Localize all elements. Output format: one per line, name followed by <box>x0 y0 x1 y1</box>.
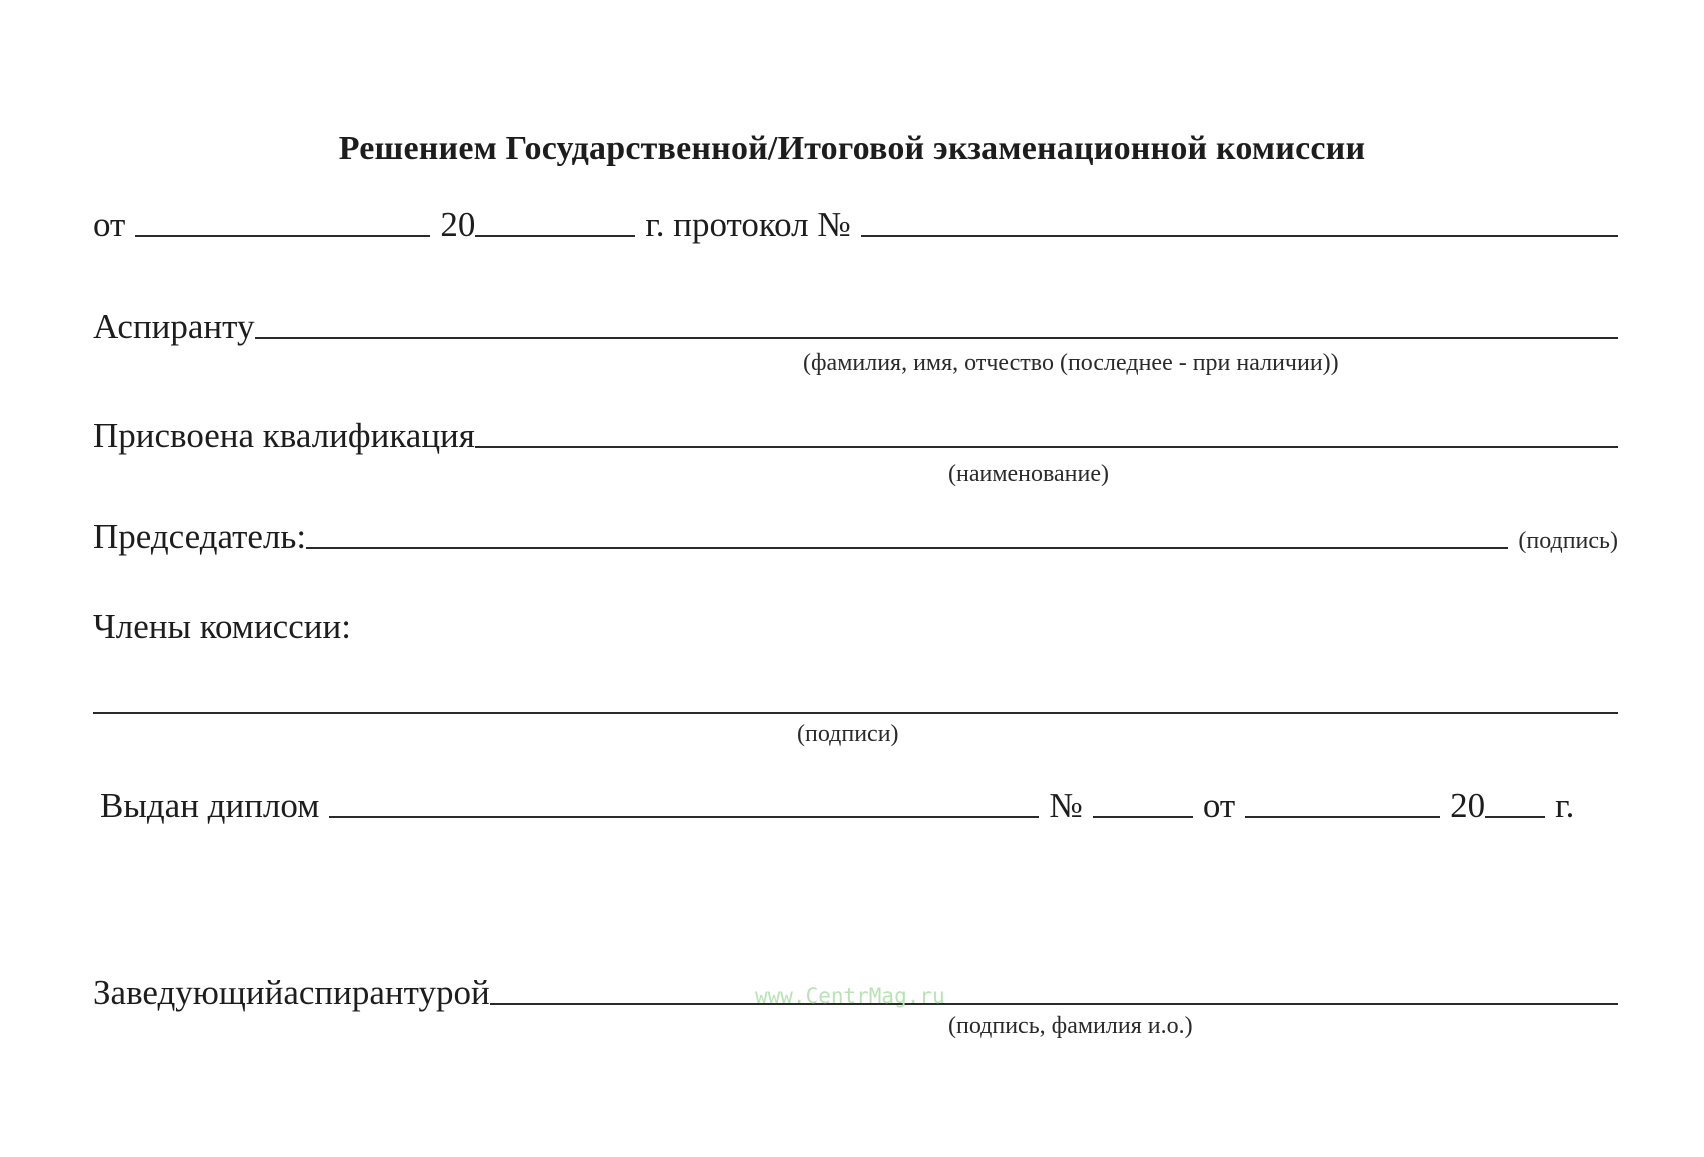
diploma-label: Выдан диплом <box>100 786 320 825</box>
graduate-hint: (фамилия, имя, отчество (последнее - при наличии)) <box>803 350 1339 376</box>
diploma-series-line[interactable] <box>329 815 1039 818</box>
head-signature-line[interactable] <box>490 1002 1618 1005</box>
diploma-number-label: № <box>1049 786 1083 825</box>
members-row <box>93 607 1618 647</box>
date-from-label: от <box>93 205 126 244</box>
graduate-label: Аспиранту <box>93 307 255 346</box>
chairman-label: Председатель: <box>93 517 307 556</box>
date-protocol-row <box>93 205 1618 245</box>
form-title: Решением Государственной/Итоговой экзаменационной комиссии <box>338 130 1366 167</box>
diploma-year-line[interactable] <box>1485 815 1545 818</box>
chairman-signature-line[interactable] <box>306 546 1508 549</box>
head-label: Заведующийаспирантурой <box>93 973 490 1012</box>
members-label: Члены комиссии: <box>93 607 351 646</box>
graduate-name-line[interactable] <box>255 336 1619 339</box>
protocol-label: г. протокол № <box>645 205 851 244</box>
diploma-year-suffix: г. <box>1555 786 1575 825</box>
diploma-row <box>100 786 1610 826</box>
members-signature-line[interactable] <box>93 711 1618 714</box>
head-hint: (подпись, фамилия и.о.) <box>948 1013 1193 1039</box>
qualification-line[interactable] <box>475 445 1618 448</box>
protocol-number-line[interactable] <box>861 234 1618 237</box>
chairman-signature-hint: (подпись) <box>1518 528 1618 554</box>
date-field-line[interactable] <box>135 234 430 237</box>
qualification-label: Присвоена квалификация <box>93 416 475 455</box>
diploma-from-label: от <box>1202 786 1236 825</box>
graduate-row <box>93 307 1618 347</box>
watermark: www.CentrMag.ru <box>755 984 945 1008</box>
qualification-row <box>93 416 1618 456</box>
diploma-year-prefix: 20 <box>1450 786 1486 825</box>
members-hint: (подписи) <box>797 721 899 747</box>
year-field-line[interactable] <box>475 234 635 237</box>
year-prefix: 20 <box>440 205 476 244</box>
diploma-number-line[interactable] <box>1093 815 1193 818</box>
chairman-row <box>93 517 1618 557</box>
diploma-date-line[interactable] <box>1245 815 1440 818</box>
qualification-hint: (наименование) <box>948 461 1110 487</box>
